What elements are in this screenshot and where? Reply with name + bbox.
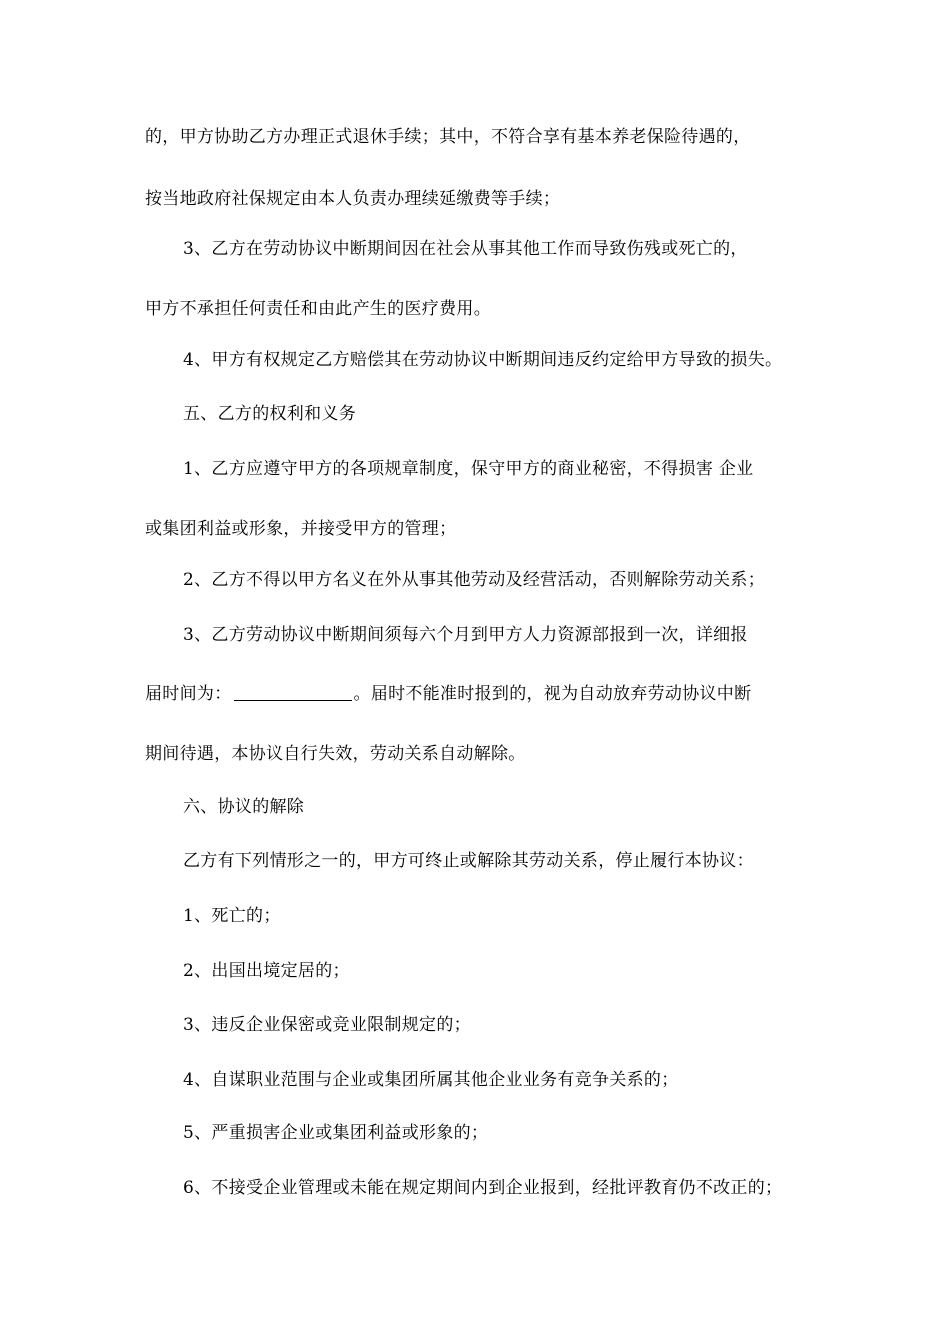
list-item: 1、死亡的； bbox=[183, 906, 281, 926]
list-item: 4、自谋职业范围与企业或集团所属其他企业业务有竞争关系的； bbox=[183, 1070, 679, 1090]
paragraph-line: 期间待遇，本协议自行失效，劳动关系自动解除。 bbox=[145, 744, 526, 764]
list-item: 3、违反企业保密或竞业限制规定的； bbox=[183, 1015, 471, 1035]
clause-item: 2、乙方不得以甲方名义在外从事其他劳动及经营活动，否则解除劳动关系； bbox=[183, 570, 766, 590]
list-item: 6、不接受企业管理或未能在规定期间内到企业报到，经批评教育仍不改正的； bbox=[183, 1178, 783, 1198]
section-heading: 五、乙方的权利和义务 bbox=[183, 404, 356, 424]
paragraph-line: 甲方不承担任何责任和由此产生的医疗费用。 bbox=[145, 299, 491, 319]
clause-item: 1、乙方应遵守甲方的各项规章制度，保守甲方的商业秘密，不得损害 企业 bbox=[183, 459, 754, 479]
clause-item: 3、乙方在劳动协议中断期间因在社会从事其他工作而导致伤残或死亡的， bbox=[183, 239, 748, 259]
list-item: 2、出国出境定居的； bbox=[183, 961, 350, 981]
report-time-prefix: 届时间为： bbox=[145, 684, 232, 704]
report-time-blank bbox=[234, 682, 352, 701]
paragraph-line: 或集团利益或形象，并接受甲方的管理； bbox=[145, 519, 457, 539]
paragraph-line: 乙方有下列情形之一的，甲方可终止或解除其劳动关系，停止履行本协议： bbox=[183, 851, 754, 871]
clause-item: 3、乙方劳动协议中断期间须每六个月到甲方人力资源部报到一次，详细报 bbox=[183, 625, 748, 645]
report-time-suffix: 。届时不能准时报到的，视为自动放弃劳动协议中断 bbox=[353, 684, 752, 704]
clause-item: 4、甲方有权规定乙方赔偿其在劳动协议中断期间违反约定给甲方导致的损失。 bbox=[183, 350, 783, 370]
section-heading: 六、协议的解除 bbox=[183, 797, 305, 817]
paragraph-line: 按当地政府社保规定由本人负责办理续延缴费等手续； bbox=[145, 189, 561, 209]
report-time-line bbox=[145, 682, 751, 706]
list-item: 5、严重损害企业或集团利益或形象的； bbox=[183, 1123, 489, 1143]
paragraph-line: 的，甲方协助乙方办理正式退休手续；其中，不符合享有基本养老保险待遇的， bbox=[145, 127, 751, 147]
